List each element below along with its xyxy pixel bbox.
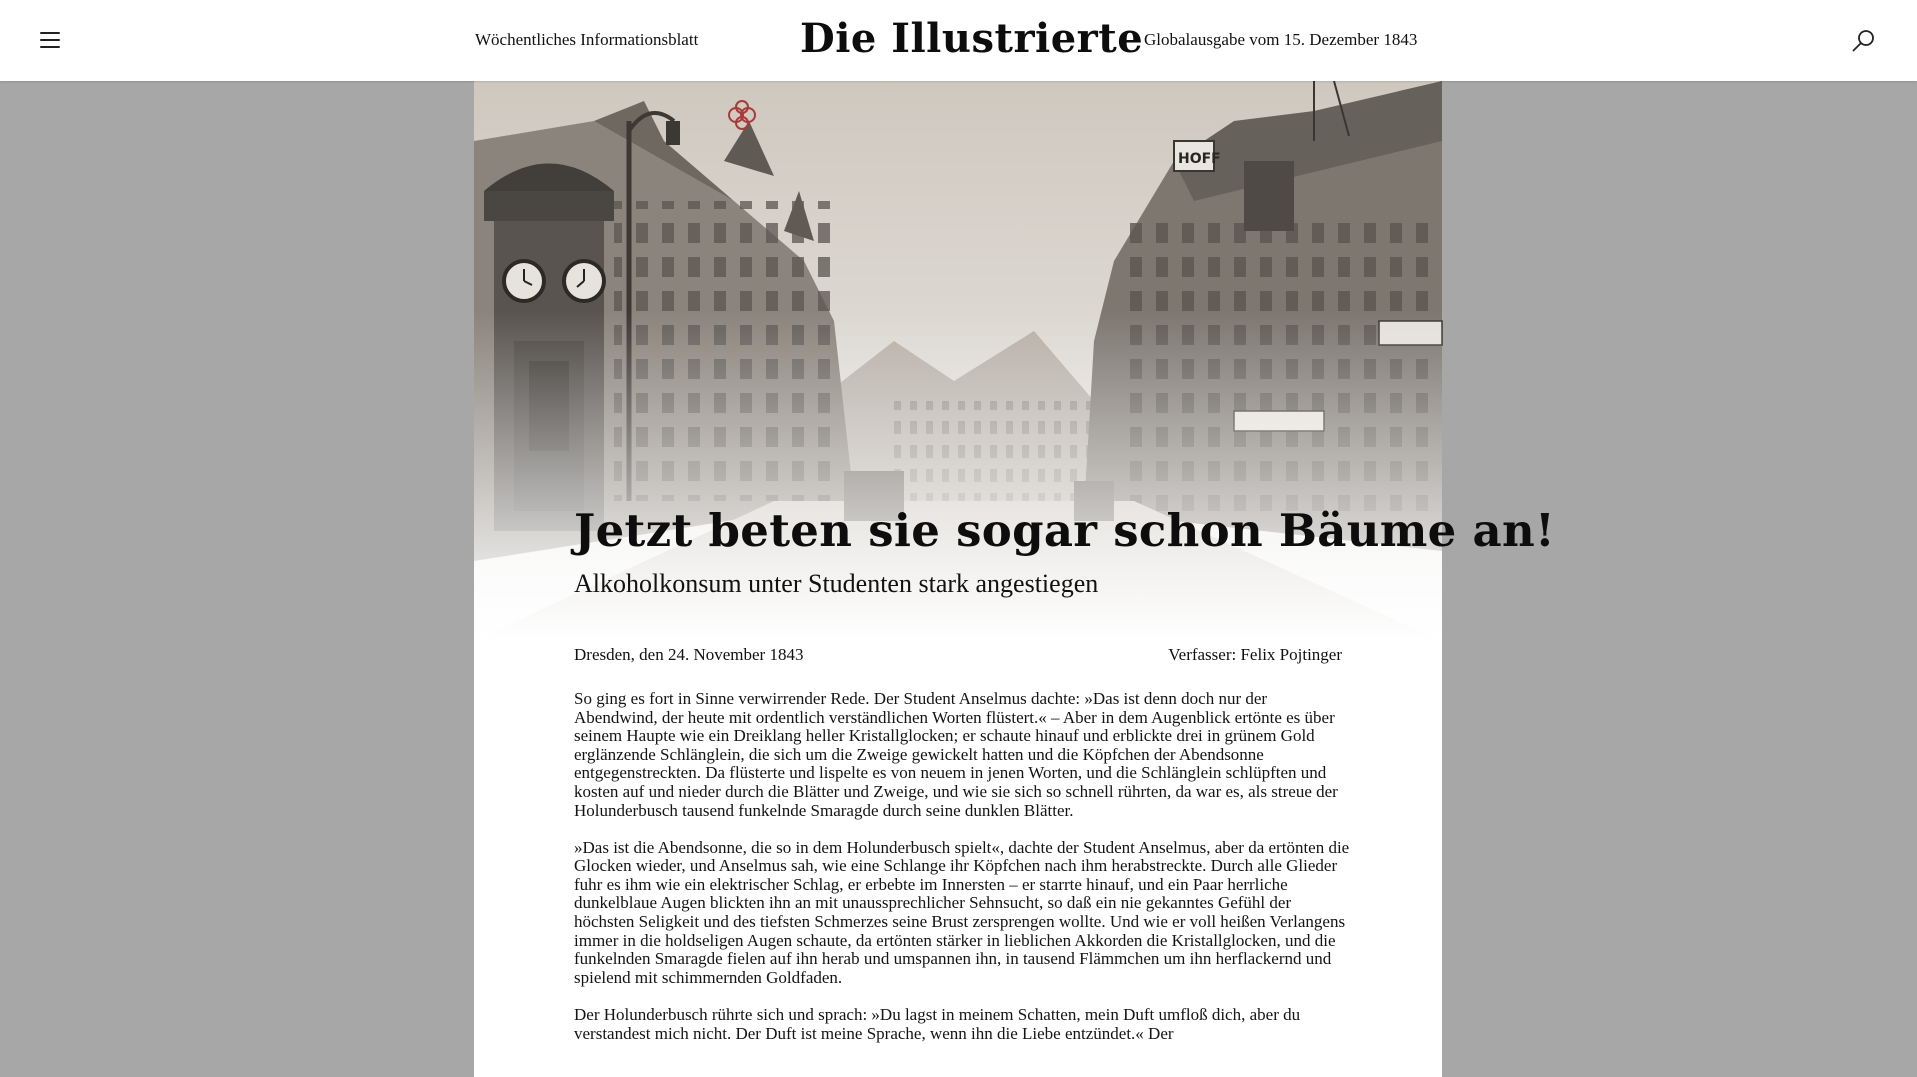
article-headline: Jetzt beten sie sogar schon Bäume an! (574, 504, 1556, 557)
article-paragraph: »Das ist die Abendsonne, die so in dem Holunderbusch spielt«, dachte der Student Anselmus, aber da ertönten die Glocken wieder, und Anselmus sah, wie eine Schlange ihr Köpfchen nach ihm herabstreckte. Durch alle Glieder fuhr es ihm wie ein elektrischer Schlag, er erbebte im Innersten – er starrte hinauf, und ein Paar herrliche dunkelblaue Augen blickten ihn an mit unaussprechlicher Sehnsucht, so daß ein nie gekanntes Gefühl der höchsten Seligkeit und des tiefsten Schmerzes seine Brust zersprengen wollte. Und wie er voll heißen Verlangens immer in die holdseligen Augen schaute, da ertönten stärker in lieblichen Akkorden die Kristallglocken, und die funkelnden Smaragde fielen auf ihn herab und umspannen ihn, in tausend Flämmchen um ihn herflackernd und spielend mit schimmernden Goldfaden. (574, 837, 1350, 987)
article-body (574, 690, 1352, 1062)
tagline-left: Wöchentliches Informationsblatt (475, 30, 699, 49)
search-icon[interactable] (1850, 27, 1878, 55)
article-paragraph: So ging es fort in Sinne verwirrender Rede. Der Student Anselmus dachte: »Das ist denn doch nur der Abendwind, der heute mit ordentlich verständlichen Worten flüstert.« – Aber in dem Augenblick ertönte es über seinem Haupte wie ein Dreiklang heller Kristallglocken; er schaute hinauf und erblickte drei in grünem Gold erglänzende Schlänglein, die sich um die Zweige gewickelt hatten und die Köpfchen der Abendsonne entgegenstreckten. Da flüsterte und lispelte es von neuem in jenen Worten, und die Schlänglein schlüpften und kosten auf und nieder durch die Blätter und Zweige, und wie sie sich so schnell rührten, da war es, als streue der Holunderbusch tausend funkelnde Smaragde durch seine dunklen Blätter. (574, 689, 1338, 820)
article-paragraph: Der Holunderbusch rührte sich und sprach: »Du lagst in meinem Schatten, mein Duft umfloß dich, aber du verstandest mich nicht. Der Duft ist meine Sprache, wenn ihn die Liebe entzündet.« Der (574, 1004, 1301, 1043)
masthead-logo[interactable]: Die Illustrierte (800, 15, 1144, 62)
site-header (0, 0, 1917, 81)
article-panel (474, 81, 1556, 1077)
svg-text:HOFF: HOFF (1178, 151, 1221, 167)
article-author: Verfasser: Felix Pojtinger (1168, 645, 1342, 664)
edition-date: Globalausgabe vom 15. Dezember 1843 (1144, 30, 1418, 49)
article-subheadline: Alkoholkonsum unter Studenten stark angestiegen (574, 569, 1099, 598)
article-dateline: Dresden, den 24. November 1843 (574, 645, 804, 664)
hamburger-menu-icon[interactable] (38, 28, 64, 52)
